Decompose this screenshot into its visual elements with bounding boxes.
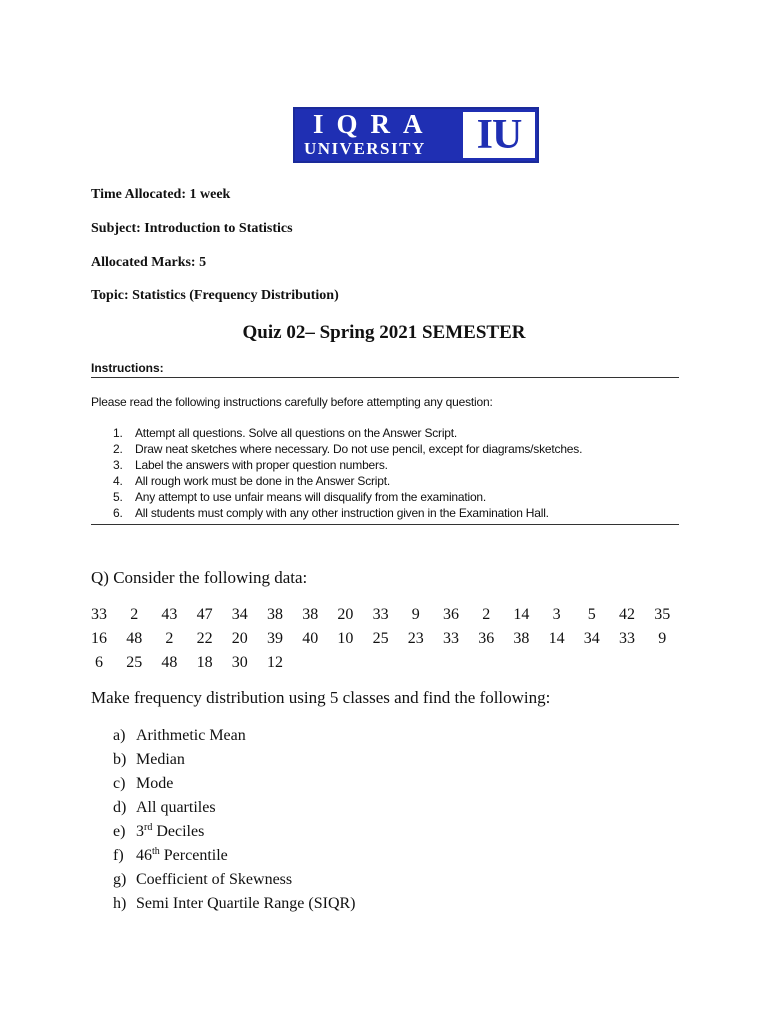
part-text-after: Deciles (152, 823, 205, 840)
data-row-2 (91, 628, 691, 650)
data-value: 43 (161, 606, 178, 623)
data-value: 23 (407, 630, 424, 647)
data-value: 10 (337, 630, 354, 647)
part-item (113, 797, 356, 821)
part-letter: e) (113, 823, 126, 840)
time-allocated: Time Allocated: 1 week (91, 187, 231, 202)
instruction-text: All rough work must be done in the Answer Script. (135, 474, 390, 488)
part-text: 3 (136, 823, 144, 840)
data-value: 33 (372, 606, 389, 623)
part-letter: d) (113, 799, 127, 816)
data-value: 6 (95, 654, 103, 671)
instruction-item (91, 489, 679, 505)
data-value: 36 (478, 630, 495, 647)
data-value: 2 (482, 606, 491, 623)
part-text: Arithmetic Mean (136, 727, 246, 744)
logo-line-iqra: IQRA (313, 109, 436, 139)
divider-top (91, 377, 679, 378)
instructions-heading: Instructions: (91, 361, 164, 375)
part-letter: f) (113, 847, 124, 864)
data-value: 36 (443, 606, 459, 623)
data-value: 14 (548, 630, 565, 647)
data-value: 33 (91, 606, 107, 623)
part-letter: b) (113, 751, 127, 768)
data-value: 33 (443, 630, 459, 647)
part-text: Median (136, 751, 185, 768)
data-value: 38 (302, 606, 319, 623)
topic: Topic: Statistics (Frequency Distribution) (91, 288, 339, 303)
data-value: 39 (267, 630, 283, 647)
data-value: 33 (619, 630, 635, 647)
question-task: Make frequency distribution using 5 classes and find the following: (91, 688, 551, 707)
logo-wordmark (295, 109, 463, 161)
data-row-3 (91, 652, 691, 674)
data-value: 25 (372, 630, 389, 647)
university-logo (293, 107, 539, 163)
data-value: 38 (267, 606, 283, 623)
instruction-text: All students must comply with any other instruction given in the Examination Hall. (135, 506, 549, 520)
part-text: Semi Inter Quartile Range (SIQR) (136, 895, 356, 912)
data-value: 25 (126, 654, 143, 671)
allocated-marks: Allocated Marks: 5 (91, 255, 207, 270)
data-value: 47 (196, 606, 213, 623)
part-superscript: th (152, 846, 160, 857)
data-value: 3 (552, 606, 561, 623)
instruction-text: Label the answers with proper question numbers. (135, 458, 388, 472)
instruction-number: 6. (113, 506, 123, 520)
instruction-number: 4. (113, 474, 123, 488)
data-value: 12 (267, 654, 283, 671)
question-prompt: Q) Consider the following data: (91, 568, 308, 587)
data-value: 30 (231, 654, 248, 671)
data-value: 35 (654, 606, 671, 623)
data-row-1 (91, 604, 691, 626)
part-letter: c) (113, 775, 126, 792)
data-value: 20 (231, 630, 248, 647)
instruction-item (91, 473, 679, 489)
subject: Subject: Introduction to Statistics (91, 221, 293, 236)
divider-bottom (91, 524, 679, 525)
instruction-item (91, 441, 679, 457)
part-letter: g) (113, 871, 127, 888)
part-letter: a) (113, 727, 126, 744)
instruction-number: 5. (113, 490, 123, 504)
instruction-number: 2. (113, 442, 123, 456)
data-value: 20 (337, 606, 354, 623)
data-value: 40 (302, 630, 319, 647)
data-value: 18 (196, 654, 213, 671)
part-letter: h) (113, 895, 127, 912)
part-item (113, 725, 356, 749)
instruction-text: Attempt all questions. Solve all questions on the Answer Script. (135, 426, 458, 440)
data-value: 48 (126, 630, 143, 647)
part-item (113, 845, 356, 869)
part-text: All quartiles (136, 799, 216, 816)
data-value: 34 (231, 606, 248, 623)
part-text: Mode (136, 775, 174, 792)
instruction-item (91, 457, 679, 473)
instructions-intro: Please read the following instructions carefully before attempting any question: (91, 395, 493, 409)
data-value: 16 (91, 630, 107, 647)
part-text: 46 (136, 847, 152, 864)
data-value: 14 (513, 606, 530, 623)
instruction-item (91, 505, 679, 521)
logo-iu-mark: IU (463, 112, 535, 158)
part-item (113, 869, 356, 893)
data-value: 48 (161, 654, 178, 671)
instruction-number: 3. (113, 458, 123, 472)
part-text-after: Percentile (159, 847, 228, 864)
part-superscript: rd (144, 822, 153, 833)
data-value: 34 (583, 630, 600, 647)
instructions-list (91, 425, 679, 521)
data-value: 2 (165, 630, 174, 647)
logo-line-university: UNIVERSITY (304, 139, 426, 158)
data-value: 9 (658, 630, 667, 647)
quiz-title: Quiz 02– Spring 2021 SEMESTER (242, 322, 526, 343)
data-value: 9 (411, 606, 420, 623)
part-item (113, 773, 356, 797)
data-value: 42 (619, 606, 635, 623)
part-item (113, 821, 356, 845)
part-text: Coefficient of Skewness (136, 871, 293, 888)
data-value: 5 (587, 606, 596, 623)
instruction-number: 1. (113, 426, 123, 440)
data-value: 38 (513, 630, 530, 647)
part-item (113, 749, 356, 773)
question-parts (113, 725, 356, 917)
instruction-text: Draw neat sketches where necessary. Do not use pencil, except for diagrams/sketches. (135, 442, 583, 456)
instruction-item (91, 425, 679, 441)
data-value: 22 (196, 630, 213, 647)
instruction-text: Any attempt to use unfair means will disqualify from the examination. (135, 490, 487, 504)
data-value: 2 (130, 606, 139, 623)
part-item (113, 893, 356, 917)
